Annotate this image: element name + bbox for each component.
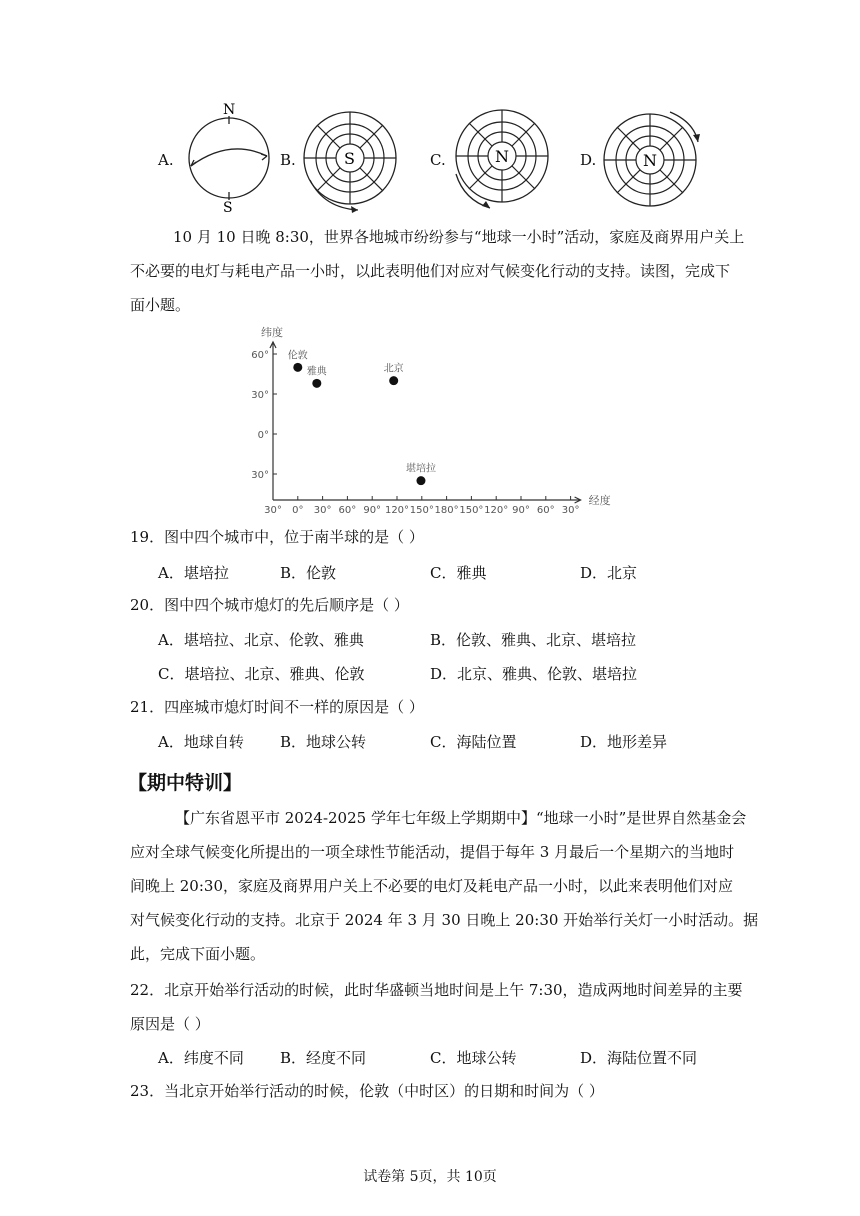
y-tick-label: 30° [251,390,269,401]
city-label: 雅典 [306,366,327,378]
option-b-label: B. [280,151,296,169]
q20-option-b: B．伦敦、雅典、北京、堪培拉 [430,631,637,649]
q22-stem-line-2: 原因是（ ） [130,1015,210,1033]
q21-option-d: D．地形差异 [580,733,668,751]
x-tick-label: 60° [536,505,555,516]
y-tick-label: 60° [251,350,269,361]
intro2-line-2: 应对全球气候变化所提出的一项全球性节能活动，提倡于每年 3 月最后一个星期六的当地时 [130,843,735,861]
q22-option-d: D．海陆位置不同 [580,1049,698,1067]
q19-option-d: D．北京 [580,564,638,582]
y-axis-title: 纬度 [261,326,283,339]
q20-option-a: A．堪培拉、北京、伦敦、雅典 [158,631,364,649]
q21-option-b: B．地球公转 [280,733,367,751]
polar-view-north-d [600,108,710,218]
intro1-line-1: 10 月 10 日晚 8:30，世界各地城市纷纷参与“地球一小时”活动，家庭及商界用户关上 [173,228,745,246]
q21-stem: 21．四座城市熄灯时间不一样的原因是（ ） [130,698,424,716]
south-label: S [223,200,233,215]
option-a-label: A. [158,151,174,169]
globe-diagram [185,100,275,215]
q20-stem: 20．图中四个城市熄灯的先后顺序是（ ） [130,596,409,614]
section-title: 【期中特训】 [128,772,243,794]
intro-paragraph-2 [130,801,759,971]
q22-stem-line-1: 22．北京开始举行活动的时候，此时华盛顿当地时间是上午 7:30，造成两地时间差异的主要 [130,981,743,999]
option-c-label: C. [430,151,446,169]
city-location-chart [245,320,615,520]
q19-stem: 19．图中四个城市中，位于南半球的是（ ） [130,528,424,546]
q21-option-c: C．海陆位置 [430,733,517,751]
x-tick-label: 150° [459,505,484,516]
page-footer: 试卷第 5页，共 10页 [363,1169,497,1185]
city-label: 伦敦 [287,350,308,362]
polar-view-south [300,108,410,218]
city-label: 北京 [383,363,404,375]
polar-view-north-c [450,104,560,214]
q19-option-c: C．雅典 [430,564,487,582]
city-point [416,476,425,485]
south-pole-label: S [344,149,355,168]
north-label: N [223,102,236,118]
q23-stem: 23．当北京开始举行活动的时候，伦敦（中时区）的日期和时间为（ ） [130,1082,604,1100]
x-tick-label: 0° [292,505,304,516]
q19-option-a: A．堪培拉 [158,564,229,582]
x-axis-title: 经度 [588,494,611,507]
intro2-line-3: 间晚上 20:30，家庭及商界用户关上不必要的电灯及耗电产品一小时，以此来表明他们对应 [130,877,733,895]
city-point [389,376,398,385]
q22-option-c: C．地球公转 [430,1049,517,1067]
intro1-line-2: 不必要的电灯与耗电产品一小时，以此表明他们对应对气候变化行动的支持。读图，完成下 [130,262,731,280]
x-tick-label: 90° [512,505,530,516]
q21-option-a: A．地球自转 [158,733,244,751]
intro2-line-1: 【广东省恩平市 2024-2025 学年七年级上学期期中】“地球一小时”是世界自然基金会 [175,809,747,827]
city-point [293,363,302,372]
north-pole-label-c: N [495,147,509,166]
q20-option-c: C．堪培拉、北京、雅典、伦敦 [158,665,365,683]
intro2-line-4: 对气候变化行动的支持。北京于 2024 年 3 月 30 日晚上 20:30 开始举行关灯一小时活动。据 [130,911,759,929]
intro-paragraph-1 [130,220,745,322]
city-label: 堪培拉 [405,463,436,475]
q20-option-d: D．北京、雅典、伦敦、堪培拉 [430,665,638,683]
north-pole-label-d: N [643,151,657,170]
x-tick-label: 30° [313,505,332,516]
x-tick-label: 60° [338,505,357,516]
y-tick-label: 0° [257,430,269,441]
q19-option-b: B．伦敦 [280,564,337,582]
x-tick-label: 30° [264,505,282,516]
x-tick-label: 180° [434,505,459,516]
intro1-line-3: 面小题。 [130,296,191,314]
q22-option-b: B．经度不同 [280,1049,367,1067]
q22-option-a: A．纬度不同 [158,1049,244,1067]
x-tick-label: 120° [484,505,509,516]
x-tick-label: 120° [384,505,410,516]
intro2-line-5: 此，完成下面小题。 [130,945,266,963]
x-tick-label: 90° [363,505,382,516]
x-tick-label: 30° [561,505,580,516]
city-point [312,379,321,388]
x-tick-label: 150° [409,505,434,516]
y-tick-label: 30° [251,470,269,481]
option-d-label: D. [580,151,597,169]
